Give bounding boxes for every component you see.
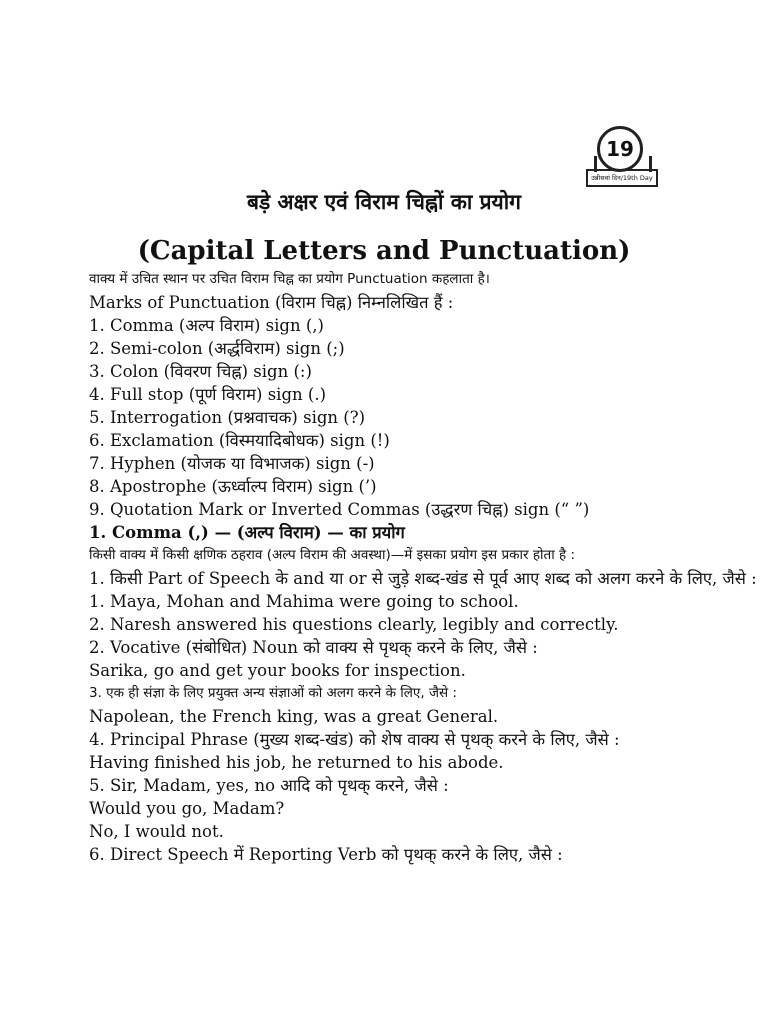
text-line: 8. Apostrophe (ऊर्ध्वाल्प विराम) sign (’) <box>89 477 377 496</box>
day-number: 19 <box>597 126 643 172</box>
text-line: Napolean, the French king, was a great General. <box>89 707 499 726</box>
text-line: 1. Maya, Mohan and Mahima were going to school. <box>89 592 519 611</box>
text-line: 1. Comma (,) — (अल्प विराम) — का प्रयोग <box>89 523 405 542</box>
text-line: 4. Full stop (पूर्ण विराम) sign (.) <box>89 385 327 404</box>
text-line: 9. Quotation Mark or Inverted Commas (उद्धरण चिह्न) sign (“ ”) <box>89 500 590 519</box>
text-line: किसी वाक्य में किसी क्षणिक ठहराव (अल्प विराम की अवस्था)—में इसका प्रयोग इस प्रकार होता है : <box>89 547 575 563</box>
text-line: 3. Colon (विवरण चिह्न) sign (:) <box>89 362 312 381</box>
hindi-title: बड़े अक्षर एवं विराम चिह्नों का प्रयोग <box>246 190 521 214</box>
lesson-body <box>89 268 759 866</box>
text-line: 2. Semi-colon (अर्द्धविराम) sign (;) <box>89 339 345 358</box>
text-line: 4. Principal Phrase (मुख्य शब्द-खंड) को शेष वाक्य से पृथक् करने के लिए, जैसे : <box>89 730 620 749</box>
text-line: 2. Vocative (संबोधित) Noun को वाक्य से पृथक् करने के लिए, जैसे : <box>89 638 538 657</box>
day-caption: उन्नीसवां दिन/19th Day <box>586 169 658 187</box>
text-line: No, I would not. <box>89 822 224 841</box>
text-line: Having finished his job, he returned to his abode. <box>89 753 504 772</box>
text-line: 5. Sir, Madam, yes, no आदि को पृथक् करने, जैसे : <box>89 776 449 795</box>
text-line: 7. Hyphen (योजक या विभाजक) sign (-) <box>89 454 375 473</box>
day-badge <box>586 126 656 190</box>
text-line: Would you go, Madam? <box>89 799 285 818</box>
english-title: (Capital Letters and Punctuation) <box>137 236 631 266</box>
text-line: 1. किसी Part of Speech के and या or से जुड़े शब्द-खंड से पूर्व आए शब्द को अलग करने के लिए, जैसे : <box>89 569 757 588</box>
text-line: Marks of Punctuation (विराम चिह्न) निम्नलिखित हैं : <box>89 293 454 312</box>
text-line: वाक्य में उचित स्थान पर उचित विराम चिह्न का प्रयोग Punctuation कहलाता है। <box>89 271 490 287</box>
text-line: 2. Naresh answered his questions clearly, legibly and correctly. <box>89 615 619 634</box>
text-line: 6. Direct Speech में Reporting Verb को पृथक् करने के लिए, जैसे : <box>89 845 563 864</box>
text-line: Sarika, go and get your books for inspection. <box>89 661 466 680</box>
text-line: 6. Exclamation (विस्मयादिबोधक) sign (!) <box>89 431 390 450</box>
text-line: 1. Comma (अल्प विराम) sign (,) <box>89 316 324 335</box>
text-line: 5. Interrogation (प्रश्नवाचक) sign (?) <box>89 408 366 427</box>
text-line: 3. एक ही संज्ञा के लिए प्रयुक्त अन्य संज्ञाओं को अलग करने के लिए, जैसे : <box>89 685 457 701</box>
